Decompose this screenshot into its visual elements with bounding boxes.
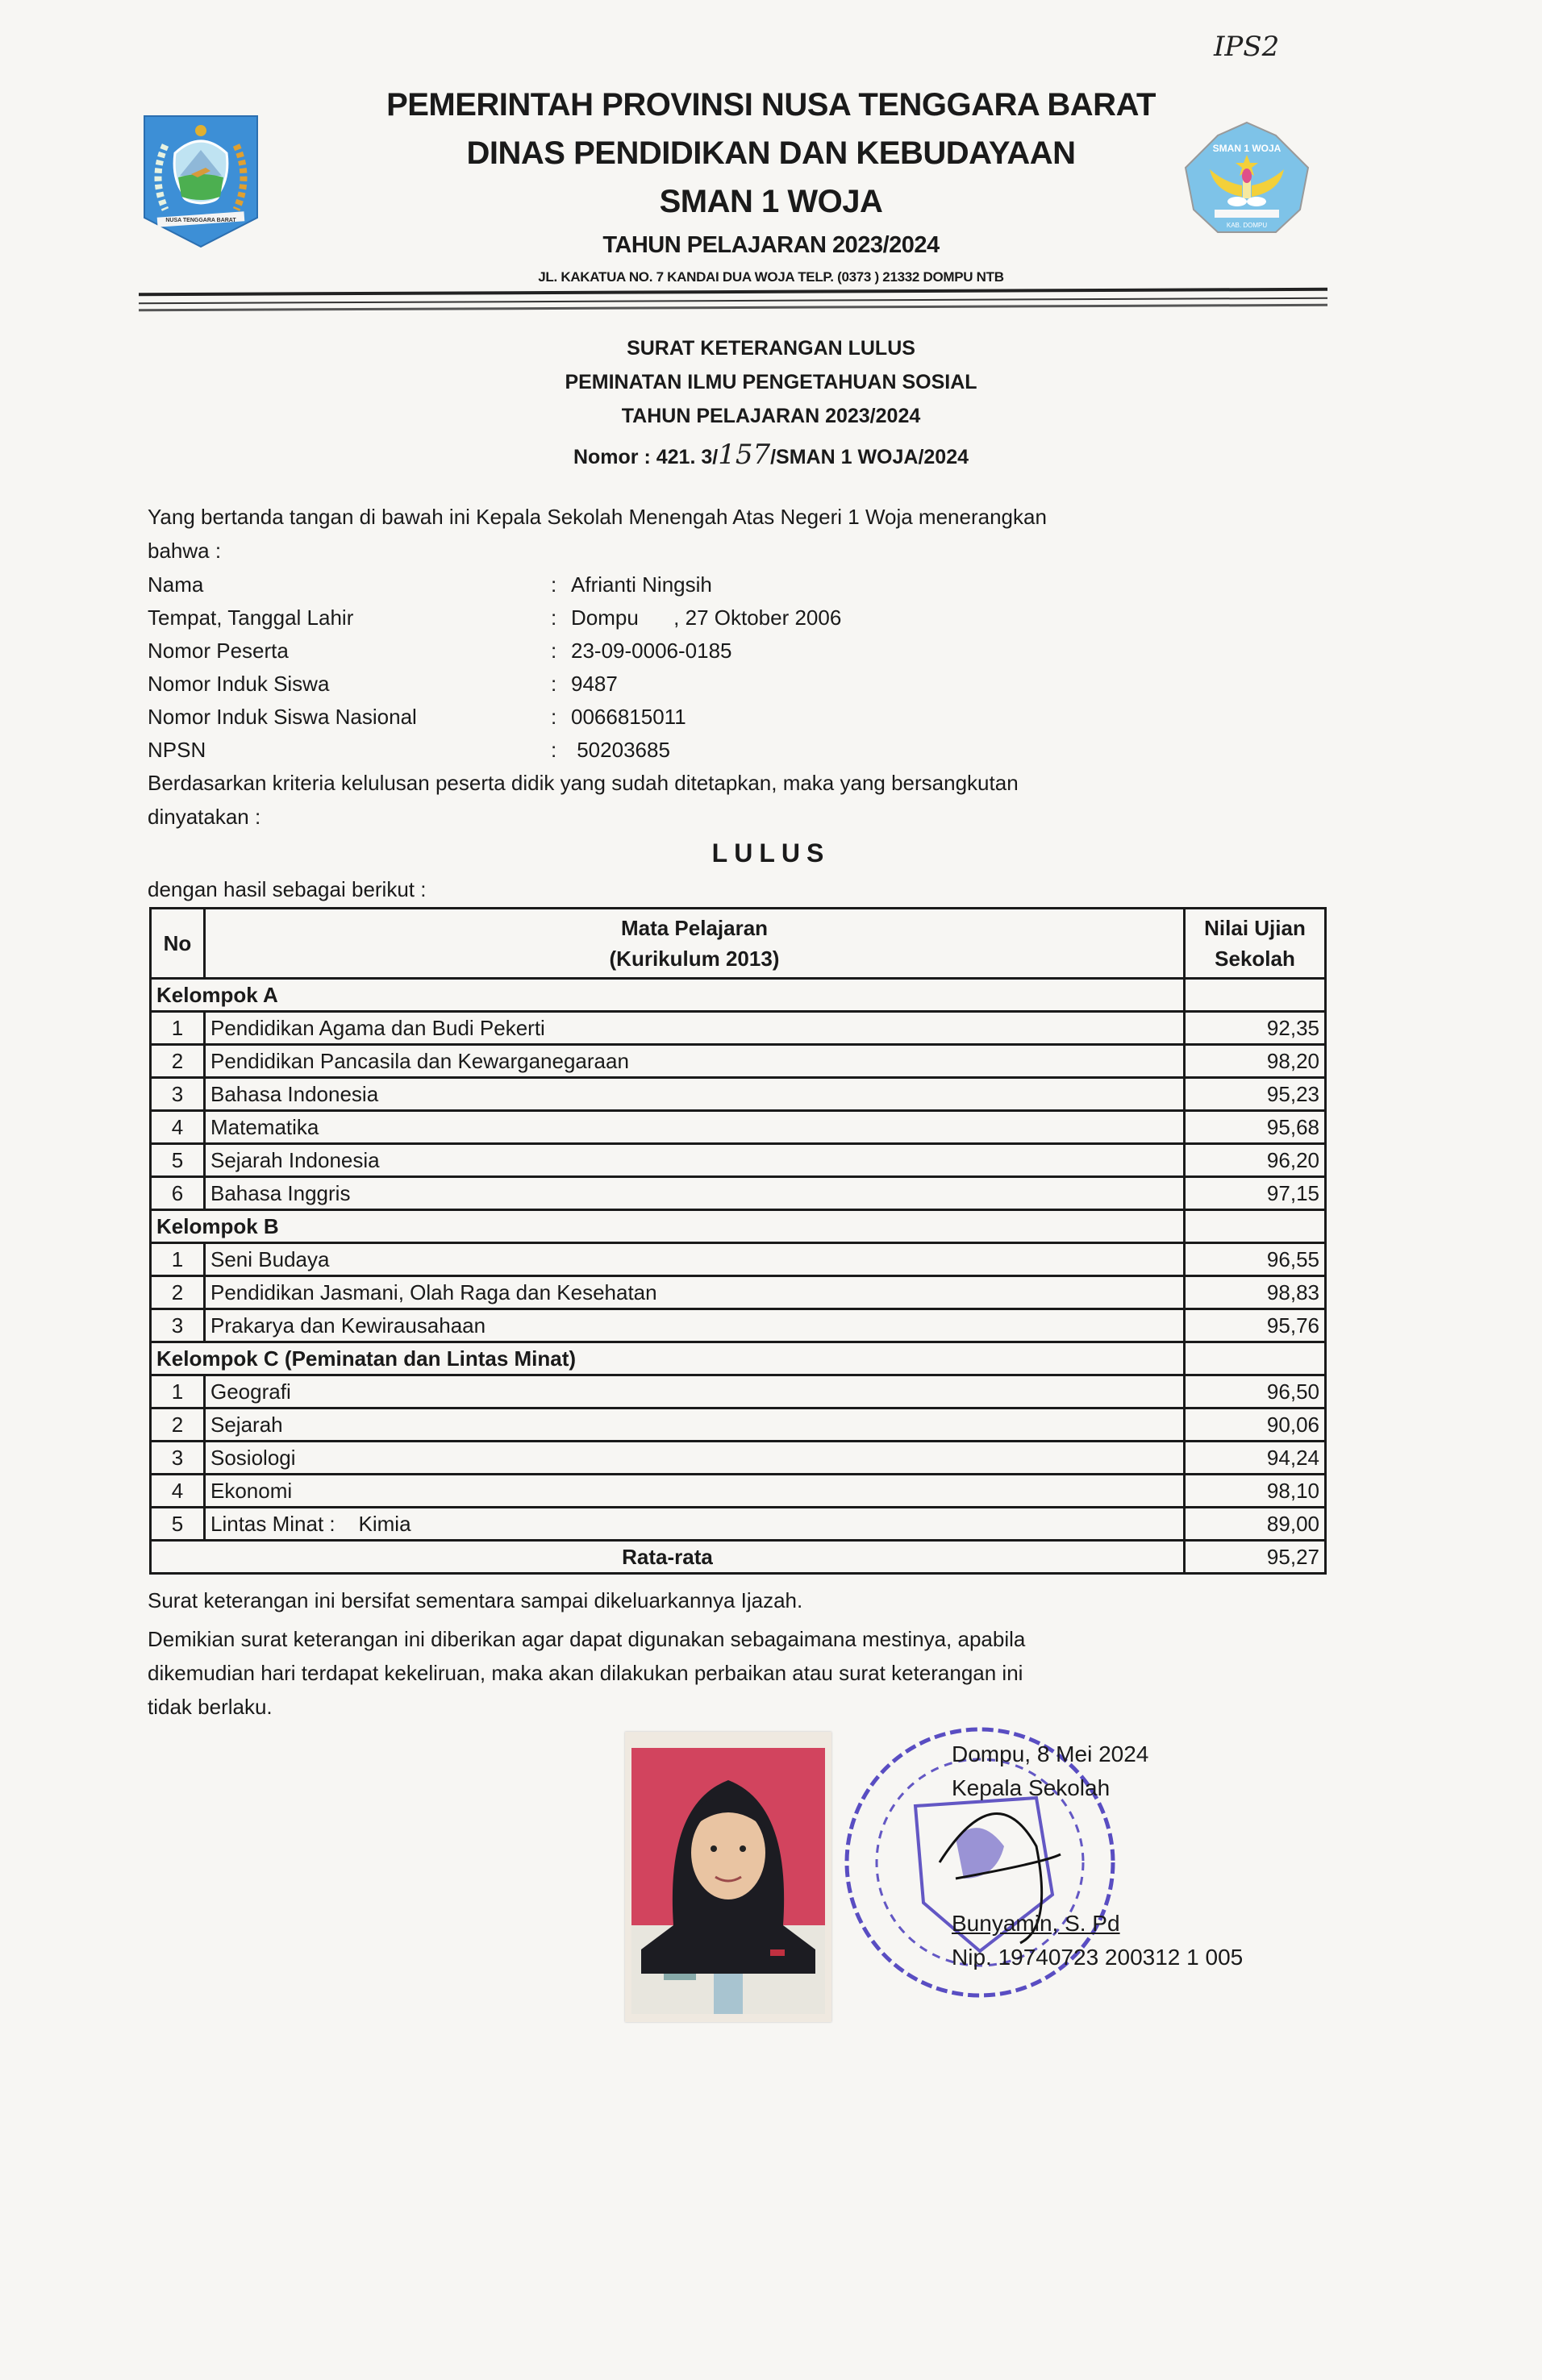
closing-text: tidak berlaku.: [148, 1695, 273, 1719]
detail-colon: :: [551, 705, 557, 729]
table-row: [151, 1442, 1326, 1475]
group-name: Kelompok C (Peminatan dan Lintas Minat): [151, 1342, 1185, 1375]
results-intro: dengan hasil sebagai berikut :: [148, 877, 427, 901]
subject-name: Lintas Minat : Kimia: [205, 1508, 1185, 1541]
detail-colon: :: [551, 639, 557, 663]
subject-score: 92,35: [1185, 1012, 1326, 1045]
group-score-empty: [1185, 979, 1326, 1012]
average-value: 95,27: [1185, 1541, 1326, 1574]
table-row: [151, 1375, 1326, 1408]
table-row: [151, 1012, 1326, 1045]
closing-text: Demikian surat keterangan ini diberikan agar dapat digunakan sebagaimana mestinya, apabila: [148, 1627, 1026, 1651]
letterhead-school: SMAN 1 WOJA: [659, 184, 883, 219]
detail-colon: :: [551, 672, 557, 696]
subject-score: 94,24: [1185, 1442, 1326, 1475]
subject-score: 97,15: [1185, 1177, 1326, 1210]
detail-label: NPSN: [148, 738, 206, 762]
number-handwritten: 157: [718, 439, 771, 471]
letterhead-divider: [139, 304, 1327, 311]
subject-score: 95,23: [1185, 1078, 1326, 1111]
table-row: [151, 1045, 1326, 1078]
row-number: 6: [151, 1177, 205, 1210]
row-number: 1: [151, 1243, 205, 1276]
letterhead-divider: [139, 298, 1327, 304]
group-row: [151, 1342, 1326, 1375]
table-header-row: [151, 909, 1326, 979]
intro-text: bahwa :: [148, 539, 222, 563]
signature-nip: Nip. 19740723 200312 1 005: [952, 1945, 1244, 1970]
subject-score: 96,55: [1185, 1243, 1326, 1276]
document-title: SURAT KETERANGAN LULUS: [627, 337, 915, 360]
detail-value: 0066815011: [571, 705, 686, 729]
detail-value: Dompu , 27 Oktober 2006: [571, 605, 842, 630]
intro-text: Yang bertanda tangan di bawah ini Kepala Sekolah Menengah Atas Negeri 1 Woja menerangkan: [148, 505, 1047, 529]
graduation-result: LULUS: [711, 838, 831, 868]
subject-name: Matematika: [205, 1111, 1185, 1144]
detail-colon: :: [551, 572, 557, 597]
detail-colon: :: [551, 738, 557, 762]
subject-score: 98,83: [1185, 1276, 1326, 1309]
header-subject-line2: (Kurikulum 2013): [609, 947, 780, 971]
group-name: Kelompok B: [151, 1210, 1185, 1243]
criteria-text: Berdasarkan kriteria kelulusan peserta didik yang sudah ditetapkan, maka yang bersangkutan: [148, 771, 1019, 795]
number-suffix: /SMAN 1 WOJA/2024: [770, 446, 969, 468]
header-score-line2: Sekolah: [1215, 947, 1295, 971]
row-number: 5: [151, 1144, 205, 1177]
row-number: 2: [151, 1276, 205, 1309]
subject-name: Pendidikan Pancasila dan Kewarganegaraan: [205, 1045, 1185, 1078]
grades-table-body: [151, 979, 1326, 1541]
header-subject-line1: Mata Pelajaran: [620, 916, 769, 940]
table-row: [151, 1408, 1326, 1442]
subject-score: 90,06: [1185, 1408, 1326, 1442]
header-no: No: [151, 909, 205, 979]
table-row: [151, 1309, 1326, 1342]
group-row: [151, 1210, 1326, 1243]
detail-value: 9487: [571, 672, 618, 696]
detail-label: Tempat, Tanggal Lahir: [148, 605, 354, 630]
subject-name: Seni Budaya: [205, 1243, 1185, 1276]
subject-name: Prakarya dan Kewirausahaan: [205, 1309, 1185, 1342]
detail-value: 50203685: [571, 738, 670, 762]
signature-name: Bunyamin, S. Pd: [952, 1911, 1120, 1936]
row-number: 1: [151, 1375, 205, 1408]
signature-position: Kepala Sekolah: [952, 1775, 1111, 1800]
subject-score: 95,68: [1185, 1111, 1326, 1144]
subject-score: 98,10: [1185, 1475, 1326, 1508]
average-label: Rata-rata: [151, 1541, 1185, 1574]
subject-score: 89,00: [1185, 1508, 1326, 1541]
signature-place-date: Dompu, 8 Mei 2024: [952, 1741, 1149, 1766]
group-name: Kelompok A: [151, 979, 1185, 1012]
temporary-note: Surat keterangan ini bersifat sementara sampai dikeluarkannya Ijazah.: [148, 1588, 803, 1612]
average-row: [151, 1541, 1326, 1574]
subject-name: Geografi: [205, 1375, 1185, 1408]
subject-name: Bahasa Indonesia: [205, 1078, 1185, 1111]
letterhead-year: TAHUN PELAJARAN 2023/2024: [602, 232, 940, 258]
detail-label: Nomor Induk Siswa Nasional: [148, 705, 417, 729]
row-number: 5: [151, 1508, 205, 1541]
row-number: 4: [151, 1475, 205, 1508]
detail-value: Afrianti Ningsih: [571, 572, 712, 597]
row-number: 2: [151, 1045, 205, 1078]
group-score-empty: [1185, 1210, 1326, 1243]
group-row: [151, 979, 1326, 1012]
row-number: 3: [151, 1442, 205, 1475]
subject-score: 96,20: [1185, 1144, 1326, 1177]
province-emblem-logo: [141, 113, 260, 250]
row-number: 4: [151, 1111, 205, 1144]
row-number: 1: [151, 1012, 205, 1045]
table-row: [151, 1111, 1326, 1144]
svg-text:SMAN 1 WOJA: SMAN 1 WOJA: [1212, 143, 1282, 154]
header-subject: [205, 909, 1185, 979]
table-row: [151, 1243, 1326, 1276]
table-row: [151, 1177, 1326, 1210]
detail-colon: :: [551, 605, 557, 630]
svg-text:NUSA TENGGARA BARAT: NUSA TENGGARA BARAT: [165, 218, 236, 223]
document-number: [0, 439, 1542, 471]
grades-table: [149, 907, 1327, 1575]
letterhead-government: PEMERINTAH PROVINSI NUSA TENGGARA BARAT: [386, 87, 1156, 123]
table-row: [151, 1276, 1326, 1309]
table-row: [151, 1144, 1326, 1177]
letterhead-department: DINAS PENDIDIKAN DAN KEBUDAYAAN: [466, 135, 1076, 171]
letterhead-divider: [139, 288, 1327, 296]
group-score-empty: [1185, 1342, 1326, 1375]
subject-score: 96,50: [1185, 1375, 1326, 1408]
subject-name: Pendidikan Jasmani, Olah Raga dan Kesehatan: [205, 1276, 1185, 1309]
subject-name: Sejarah: [205, 1408, 1185, 1442]
subject-name: Ekonomi: [205, 1475, 1185, 1508]
criteria-text: dinyatakan :: [148, 805, 261, 829]
row-number: 3: [151, 1309, 205, 1342]
detail-label: Nama: [148, 572, 204, 597]
student-portrait-image: [625, 1732, 831, 2022]
detail-value: 23-09-0006-0185: [571, 639, 732, 663]
row-number: 3: [151, 1078, 205, 1111]
header-score: [1185, 909, 1326, 979]
subject-name: Sosiologi: [205, 1442, 1185, 1475]
svg-text:KAB. DOMPU: KAB. DOMPU: [1226, 222, 1268, 229]
subject-name: Pendidikan Agama dan Budi Pekerti: [205, 1012, 1185, 1045]
detail-label: Nomor Induk Siswa: [148, 672, 330, 696]
table-row: [151, 1475, 1326, 1508]
handwritten-annotation: IPS2: [1214, 31, 1280, 63]
subject-name: Sejarah Indonesia: [205, 1144, 1185, 1177]
subject-score: 98,20: [1185, 1045, 1326, 1078]
header-score-line1: Nilai Ujian: [1204, 916, 1306, 940]
number-prefix: Nomor : 421. 3/: [573, 446, 719, 468]
row-number: 2: [151, 1408, 205, 1442]
closing-text: dikemudian hari terdapat kekeliruan, maka akan dilakukan perbaikan atau surat keterangan ini: [148, 1661, 1023, 1685]
letterhead-address: JL. KAKATUA NO. 7 KANDAI DUA WOJA TELP. (0373 ) 21332 DOMPU NTB: [538, 269, 1004, 285]
table-row: [151, 1508, 1326, 1541]
student-photo: [625, 1732, 831, 2022]
table-row: [151, 1078, 1326, 1111]
subject-score: 95,76: [1185, 1309, 1326, 1342]
document-year: TAHUN PELAJARAN 2023/2024: [621, 405, 921, 427]
subject-name: Bahasa Inggris: [205, 1177, 1185, 1210]
document-subtitle: PEMINATAN ILMU PENGETAHUAN SOSIAL: [565, 371, 977, 393]
detail-label: Nomor Peserta: [148, 639, 289, 663]
